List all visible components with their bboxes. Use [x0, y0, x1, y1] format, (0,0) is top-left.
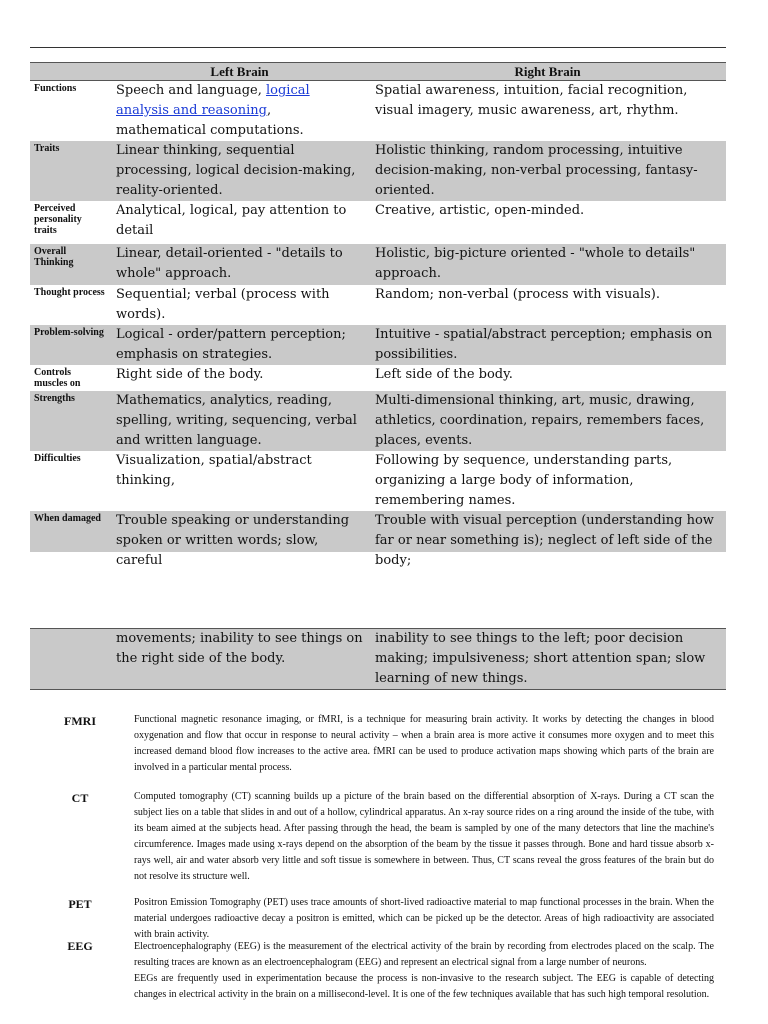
- glossary-term: PET: [68, 897, 92, 911]
- glossary-term: CT: [71, 791, 89, 805]
- left-cell: Visualization, spatial/abstract thinking,: [116, 453, 312, 488]
- glossary-paragraph: Electroencephalography (EEG) is the measurement of the electrical activity of the brain by recording from electrodes placed on the scalp. The resulting traces are known as an electroencephalogram (EEG) and represent an electrical signal from a large number of neurons.: [134, 941, 714, 968]
- left-cell: Logical - order/pattern perception; emphasis on strategies.: [110, 325, 369, 365]
- glossary-definition: Functional magnetic resonance imaging, or fMRI, is a technique for measuring brain activity. It works by detecting the changes in blood oxygenation and flow that occur in response to neural activity – when a brain area is more active it consumes more oxygen and to meet this increased demand blood flow increases to the active area. fMRI can be used to produce activation maps showing which parts of the brain are involved in a particular mental process.: [134, 714, 714, 773]
- left-cell: Linear thinking, sequential processing, logical decision-making, reality-oriented.: [110, 141, 369, 201]
- glossary-paragraph: EEGs are frequently used in experimentation because the process is non-invasive to the research subject. The EEG is capable of detecting changes in electrical activity in the brain on a millisecond-level. It is one of the few techniques available that has such high temporal resolution.: [134, 973, 714, 1000]
- right-cell: Intuitive - spatial/abstract perception; emphasis on possibilities.: [369, 325, 726, 365]
- table-row-problem-solving: [30, 325, 726, 365]
- brain-comparison-table: [30, 62, 726, 568]
- row-label: Thought process: [34, 287, 105, 298]
- brain-table-continuation: [30, 628, 726, 690]
- continuation-left: movements; inability to see things on the right side of the body.: [110, 629, 369, 690]
- table-row-functions: [30, 81, 726, 142]
- header-left-brain: Left Brain: [110, 63, 369, 81]
- right-cell: Spatial awareness, intuition, facial recognition, visual imagery, music awareness, art, rhythm.: [375, 83, 688, 118]
- continuation-row: [30, 629, 726, 690]
- right-cell: Holistic thinking, random processing, intuitive decision-making, non-verbal processing, fantasy-oriented.: [369, 141, 726, 201]
- top-rule: [30, 47, 726, 48]
- table-row-thought-process: [30, 285, 726, 325]
- right-cell: Holistic, big-picture oriented - "whole to details" approach.: [369, 244, 726, 285]
- right-cell: Random; non-verbal (process with visuals).: [375, 287, 661, 302]
- row-label: Problem-solving: [30, 325, 110, 365]
- left-cell: Sequential; verbal (process with words).: [116, 287, 330, 322]
- left-cell: Mathematics, analytics, reading, spelling, writing, sequencing, verbal and written language.: [110, 391, 369, 451]
- left-cell: Right side of the body.: [116, 367, 264, 382]
- header-empty: [30, 63, 110, 81]
- right-cell: Left side of the body.: [375, 367, 513, 382]
- row-label: [30, 365, 110, 391]
- glossary-definition: Computed tomography (CT) scanning builds up a picture of the brain based on the differential absorption of X-rays. During a CT scan the subject lies on a table that slides in and out of a hollow, cylindrical apparatus. An x-ray source rides on a ring around the inside of the tube, with its beam aimed at the subjects head. After passing through the head, the beam is sampled by one of the many detectors that line the machine's circumference. Images made using x-rays depend on the absorption of the beam by the tissue it passes through. Bone and hard tissue absorb x-rays well, air and water absorb very little and soft tissue is somewhere in between. Thus, CT scans reveal the gross features of the brain but do not resolve its structure well.: [134, 791, 714, 882]
- row-label: Strengths: [30, 391, 110, 451]
- row-label: When damaged: [30, 511, 110, 552]
- table-header-row: [30, 63, 726, 81]
- table-row-controls-muscles: [30, 365, 726, 391]
- glossary-term: FMRI: [64, 714, 96, 728]
- header-right-brain: Right Brain: [369, 63, 726, 81]
- right-cell: Creative, artistic, open-minded.: [375, 203, 585, 218]
- logical-analysis-link[interactable]: logical analysis and reasoning: [116, 83, 310, 118]
- left-cell: Analytical, logical, pay attention to detail: [116, 203, 347, 238]
- right-cell: Following by sequence, understanding parts, organizing a large body of information, remembering names.: [375, 453, 673, 508]
- left-cell-clip: Trouble speaking or understanding spoken or written words; slow, careful: [116, 513, 350, 568]
- table-row-perceived-traits: [30, 201, 726, 244]
- left-cell: [110, 81, 369, 142]
- right-cell: [369, 511, 726, 568]
- row-label: Traits: [30, 141, 110, 201]
- left-cell: [110, 511, 369, 568]
- left-text-pre: Speech and language,: [116, 83, 266, 98]
- row-label-clip: Controls muscles on: [34, 367, 81, 389]
- table-row-difficulties: [30, 451, 726, 511]
- table-row-when-damaged: [30, 511, 726, 552]
- table-row-strengths: [30, 391, 726, 451]
- right-cell-clip: Trouble with visual perception (understanding how far or near something is); neglect of left side of the body;: [375, 513, 714, 568]
- continuation-right: inability to see things to the left; poor decision making; impulsiveness; short attention span; slow learning of new things.: [369, 629, 726, 690]
- glossary-definition: [134, 939, 714, 1003]
- glossary-term: EEG: [67, 939, 93, 953]
- row-label: Perceived personality traits: [34, 203, 82, 236]
- row-label: Difficulties: [34, 453, 81, 464]
- table-row-traits: [30, 141, 726, 201]
- row-label: Overall Thinking: [30, 244, 110, 285]
- left-text-post: , mathematical computations.: [116, 103, 304, 138]
- right-cell: Multi-dimensional thinking, art, music, drawing, athletics, coordination, repairs, remembers faces, places, events.: [369, 391, 726, 451]
- row-label: Functions: [34, 83, 77, 94]
- left-cell: Linear, detail-oriented - "details to whole" approach.: [110, 244, 369, 285]
- continuation-label: [30, 629, 110, 690]
- table-row-overall-thinking: [30, 244, 726, 285]
- glossary-definition: Positron Emission Tomography (PET) uses trace amounts of short-lived radioactive material to map functional processes in the brain. When the material undergoes radioactive decay a positron is emitted, which can be picked up be the detector. Areas of high radioactivity are associated with brain activity.: [134, 897, 714, 940]
